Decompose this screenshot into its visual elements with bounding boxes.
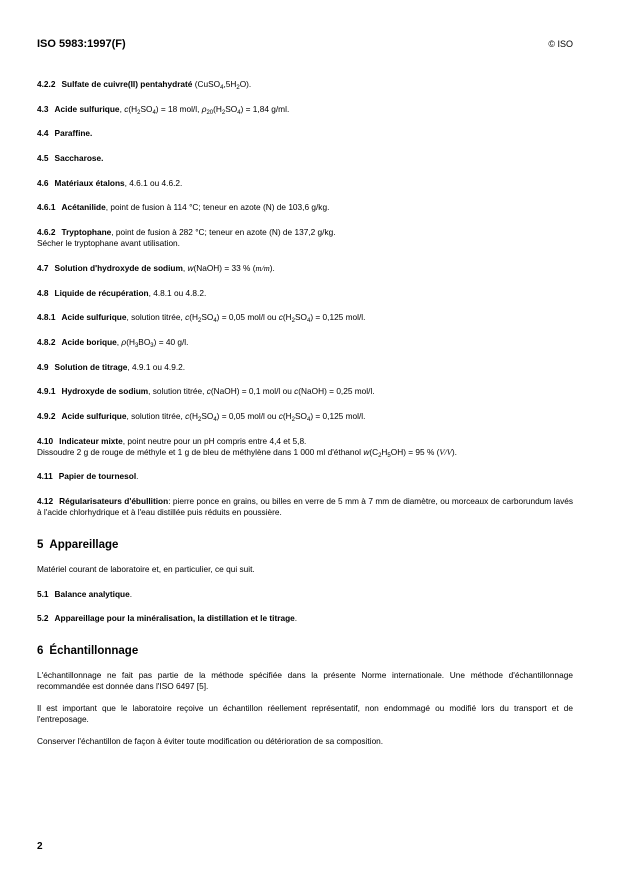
- clause-4-6: 4.6 Matériaux étalons, 4.6.1 ou 4.6.2.: [37, 177, 183, 188]
- clause-number: 4.9.1: [37, 386, 56, 397]
- clause-number: 4.8.1: [37, 312, 56, 323]
- clause-4-10: 4.10 Indicateur mixte, point neutre pour un pH compris entre 4,4 et 5,8. Dissoudre 2 g de rouge de méthyle et 1 g de bleu de méthylène dans 1 000 ml d'éthanol $w(C_2H_5OH) = 95$ % (V/V).: [37, 435, 457, 459]
- page-number: 2: [37, 841, 43, 852]
- clause-number: 5.1: [37, 588, 49, 599]
- section-6-paragraph-2: Il est important que le laboratoire reçoive un échantillon réellement représentatif, non endommagé ou modifié lors du transport et de l'entreposage.: [37, 703, 573, 725]
- section-5-intro: Matériel courant de laboratoire et, en particulier, ce qui suit.: [37, 564, 255, 574]
- clause-term: Solution de titrage: [54, 361, 128, 372]
- clause-number: 4.3: [37, 103, 49, 114]
- section-5-heading: 5 Appareillage: [37, 539, 119, 551]
- clause-term: Acétanilide: [61, 202, 106, 213]
- clause-5-2: 5.2 Appareillage pour la minéralisation, la distillation et le titrage.: [37, 613, 298, 624]
- clause-number: 4.11: [37, 471, 53, 482]
- clause-term: Acide sulfurique: [54, 103, 120, 114]
- clause-term: Papier de tournesol: [58, 471, 137, 482]
- clause-term: Balance analytique: [54, 588, 130, 599]
- clause-number: 4.7: [37, 262, 49, 273]
- clause-4-2-2: 4.2.2 Sulfate de cuivre(II) pentahydraté $(CuSO_4,5H_2O)$.: [37, 79, 252, 91]
- clause-term: Paraffine.: [54, 128, 93, 139]
- clause-4-6-1: 4.6.1 Acétanilide, point de fusion à 114 °C; teneur en azote (N) de 103,6 g/kg.: [37, 202, 330, 213]
- clause-number: 4.10: [37, 435, 54, 446]
- clause-number: 4.5: [37, 153, 49, 164]
- clause-term: Acide borique: [61, 336, 117, 347]
- clause-4-3: 4.3 Acide sulfurique, $c(H_2SO_4) = 18$ mol/l, $\rho_{20}(H_2SO_4) = 1,84$ g/ml.: [37, 103, 290, 116]
- clause-number: 4.4: [37, 128, 49, 139]
- clause-4-5: [37, 153, 573, 164]
- clause-term: Saccharose.: [54, 153, 104, 164]
- clause-note: Sécher le tryptophane avant utilisation.: [37, 238, 180, 249]
- clause-number: 4.12: [37, 496, 54, 506]
- clause-term: Acide sulfurique: [61, 312, 127, 323]
- clause-5-1: 5.1 Balance analytique.: [37, 588, 133, 599]
- section-6-heading: 6 Échantillonnage: [37, 645, 139, 658]
- clause-term: Régularisateurs d'ébullition: [59, 496, 169, 506]
- clause-term: Liquide de récupération: [54, 287, 149, 298]
- clause-number: 4.8: [37, 287, 49, 298]
- clause-4-4: [37, 128, 573, 139]
- section-6-paragraph-3: Conserver l'échantillon de façon à éviter toute modification ou détérioration de sa composition.: [37, 736, 384, 747]
- copyright-notice: © ISO: [548, 39, 573, 49]
- clause-4-12: 4.12 Régularisateurs d'ébullition: pierre ponce en grains, ou billes en verre de 5 mm à 7 mm de diamètre, ou morceaux de carborundum lavés à l'acide chlorhydrique et à l'eau distillée puis réduits en poussière.: [37, 496, 573, 517]
- clause-term: Indicateur mixte: [59, 435, 123, 446]
- document-standard-id: ISO 5983:1997(F): [37, 38, 126, 50]
- section-6-paragraph-1: L'échantillonnage ne fait pas partie de la méthode spécifiée dans la présente Norme internationale. Une méthode d'échantillonnage recommandée est donnée dans l'ISO 6497 [5].: [37, 670, 573, 692]
- clause-term: Acide sulfurique: [61, 410, 127, 421]
- clause-number: 4.9.2: [37, 410, 56, 421]
- clause-term: Solution d'hydroxyde de sodium: [54, 262, 183, 273]
- clause-term: Tryptophane: [61, 227, 112, 238]
- clause-term: Hydroxyde de sodium: [61, 386, 149, 397]
- clause-number: 4.6: [37, 177, 49, 188]
- clause-4-8-2: 4.8.2 Acide borique, $\rho(H_3BO_3) = 40$ g/l.: [37, 336, 189, 349]
- clause-number: 4.9: [37, 361, 49, 372]
- clause-4-9: 4.9 Solution de titrage, 4.9.1 ou 4.9.2.: [37, 361, 186, 372]
- clause-number: 4.6.2: [37, 227, 56, 238]
- clause-4-9-2: 4.9.2 Acide sulfurique, solution titrée, $c(H_2SO_4) = 0,05$ mol/l ou $c(H_2SO_4) = 0,125$ mol/l.: [37, 410, 366, 423]
- clause-number: 4.8.2: [37, 336, 56, 347]
- document-body: [37, 79, 573, 758]
- clause-number: 4.6.1: [37, 202, 56, 213]
- clause-number: 4.2.2: [37, 79, 56, 89]
- clause-term: Appareillage pour la minéralisation, la distillation et le titrage: [54, 613, 295, 624]
- clause-4-8: 4.8 Liquide de récupération, 4.8.1 ou 4.8.2.: [37, 287, 207, 298]
- clause-term: Sulfate de cuivre(II) pentahydraté: [61, 79, 193, 89]
- clause-4-7: 4.7 Solution d'hydroxyde de sodium, w(NaOH) = 33 % (m/m).: [37, 262, 275, 273]
- clause-term: Matériaux étalons: [54, 177, 125, 188]
- clause-note: Dissoudre 2 g de rouge de méthyle et 1 g de bleu de méthylène dans 1 000 ml d'éthanol $w(C_2H_5OH) = 95$ % (V/V).: [37, 446, 457, 459]
- clause-4-6-2: 4.6.2 Tryptophane, point de fusion à 282 °C; teneur en azote (N) de 137,2 g/kg. Sécher le tryptophane avant utilisation.: [37, 227, 336, 249]
- clause-4-8-1: 4.8.1 Acide sulfurique, solution titrée, $c(H_2SO_4) = 0,05$ mol/l ou $c(H_2SO_4) = 0,125$ mol/l.: [37, 312, 366, 325]
- clause-number: 5.2: [37, 613, 49, 624]
- clause-4-9-1: 4.9.1 Hydroxyde de sodium, solution titrée, c(NaOH) = 0,1 mol/l ou c(NaOH) = 0,25 mol/l.: [37, 386, 375, 397]
- clause-4-11: 4.11 Papier de tournesol.: [37, 471, 139, 482]
